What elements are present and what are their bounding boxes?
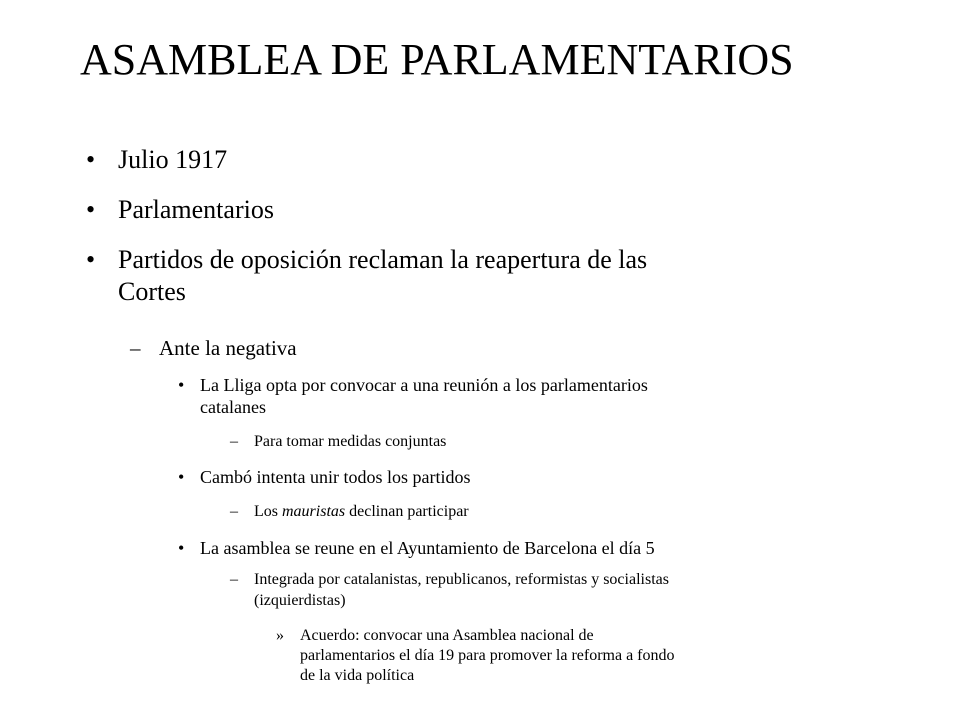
- bullet-marker: •: [86, 195, 96, 224]
- bullet-text: Julio 1917: [118, 145, 228, 174]
- level5-text-line: Acuerdo: convocar una Asamblea nacional de: [300, 627, 594, 644]
- chevron-marker: »: [276, 627, 284, 644]
- sub-sub-bullet-text: La asamblea se reune en el Ayuntamiento de Barcelona el día 5: [200, 538, 655, 558]
- dash-marker: –: [230, 571, 238, 588]
- level4-text-line: (izquierdistas): [254, 592, 346, 609]
- slide-title: ASAMBLEA DE PARLAMENTARIOS: [80, 35, 794, 84]
- level4-text: [254, 502, 469, 521]
- dash-marker: –: [230, 503, 238, 520]
- level4-text-line: Integrada por catalanistas, republicanos, reformistas y socialistas: [254, 571, 669, 588]
- sub-sub-bullet-text-line: La Lliga opta por convocar a una reunión a los parlamentarios: [200, 375, 648, 395]
- bullet-text-line: Partidos de oposición reclaman la reapertura de las: [118, 245, 648, 274]
- text-part: declinan participar: [345, 503, 469, 520]
- sub-bullet-text: Ante la negativa: [159, 336, 297, 360]
- level5-text-line: parlamentarios el día 19 para promover la reforma a fondo: [300, 647, 675, 664]
- bullet-text: Parlamentarios: [118, 195, 274, 224]
- bullet-marker: •: [178, 538, 185, 558]
- dash-marker: –: [230, 433, 238, 450]
- italic-term: mauristas: [282, 503, 346, 520]
- bullet-marker: •: [178, 375, 185, 395]
- text-part: Los: [254, 503, 282, 520]
- sub-sub-bullet-text: Cambó intenta unir todos los partidos: [200, 467, 471, 487]
- level4-text: Para tomar medidas conjuntas: [254, 433, 447, 450]
- bullet-marker: •: [86, 245, 96, 274]
- dash-marker: –: [130, 336, 141, 360]
- sub-sub-bullet-text-line: catalanes: [200, 397, 266, 417]
- bullet-marker: •: [178, 467, 185, 487]
- level5-text-line: de la vida política: [300, 667, 415, 684]
- bullet-text-line: Cortes: [118, 277, 186, 306]
- bullet-marker: •: [86, 145, 96, 174]
